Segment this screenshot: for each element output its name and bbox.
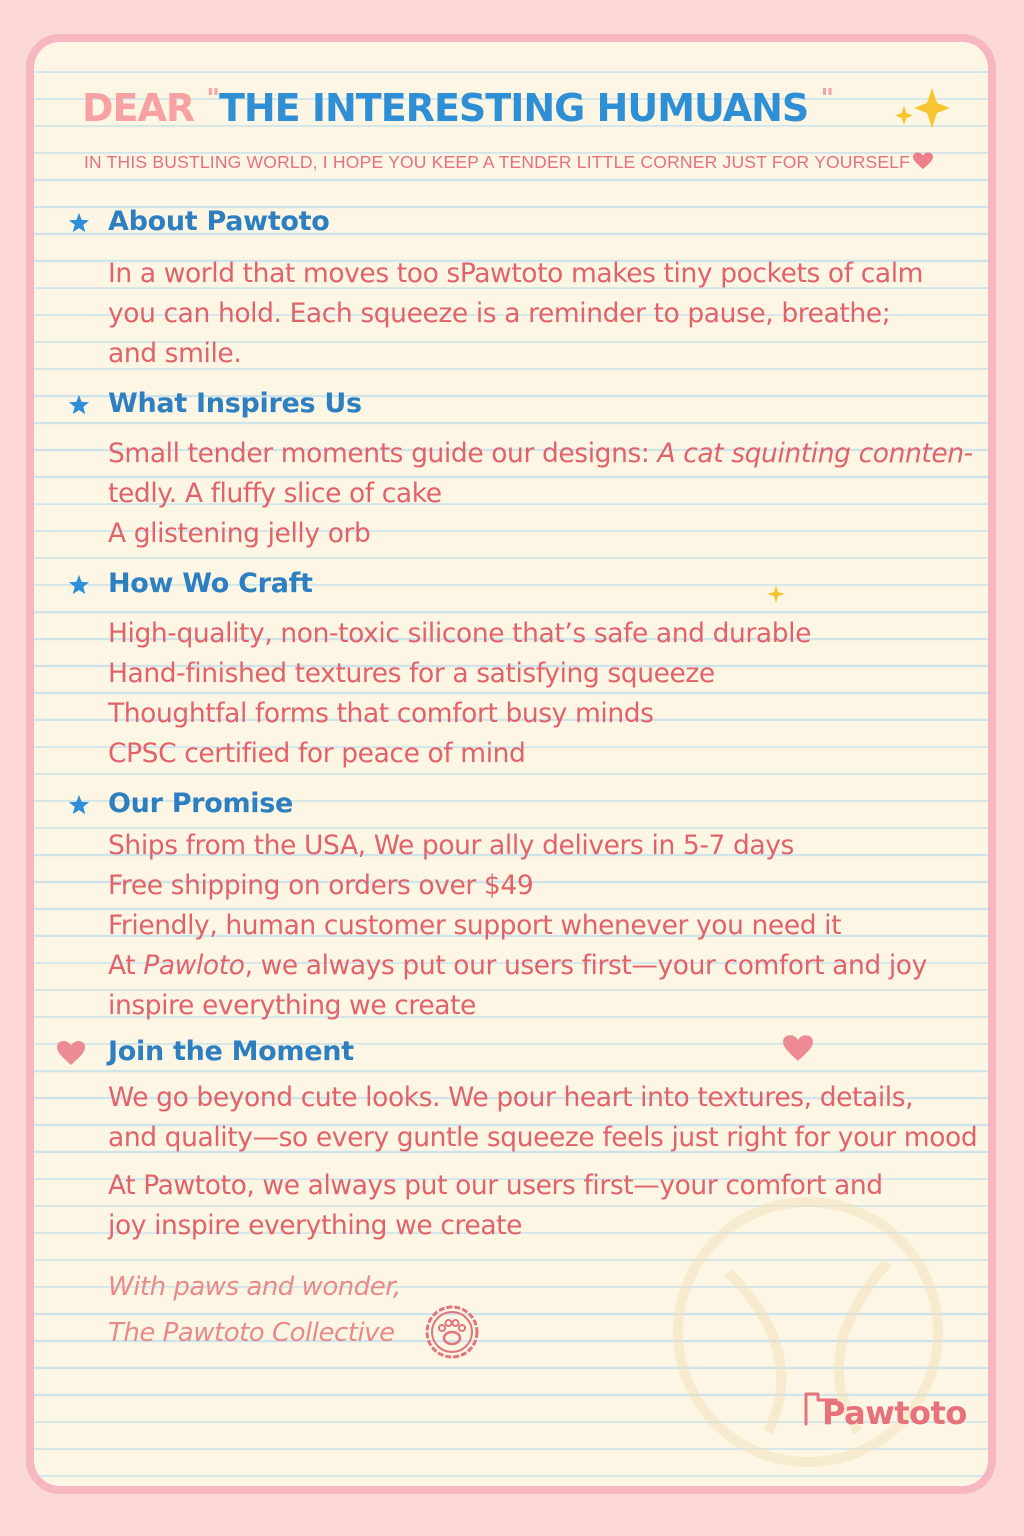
title-dear: DEAR (82, 86, 195, 130)
body-text: Small tender moments guide our designs: (108, 438, 658, 469)
page-title (82, 84, 833, 130)
section-body (108, 826, 976, 1026)
signoff-line: With paws and wonder, (108, 1272, 401, 1302)
title-main: THE INTERESTING HUMUANS (218, 86, 809, 130)
body-line: We go beyond cute looks. We pour heart into textures, details, (108, 1082, 914, 1113)
title-close-quote: " (820, 84, 834, 114)
title-open-quote: " (206, 84, 219, 114)
body-line (108, 946, 976, 986)
section-body (108, 614, 976, 774)
body-text: At (108, 950, 144, 981)
subtitle-text: IN THIS BUSTLING WORLD, I HOPE YOU KEEP A TENDER LITTLE CORNER JUST FOR YOURSELF (84, 152, 911, 172)
sparkle-icon (892, 86, 952, 130)
body-text: , we always put our users first—your comfort and joy (244, 950, 927, 981)
sparkle-icon (766, 584, 786, 604)
body-line: inspire everything we create (108, 990, 476, 1021)
body-line: In a world that moves too sPawtoto makes tiny pockets of calm (108, 258, 924, 289)
paw-watermark-icon (658, 1182, 958, 1482)
paw-stamp-icon (424, 1304, 480, 1360)
body-line: and smile. (108, 338, 242, 369)
section-body (108, 434, 976, 554)
body-line: and quality—so every guntle squeeze feels just right for your mood (108, 1122, 978, 1153)
brand-italic-text: Pawloto (143, 950, 245, 981)
body-line: At Pawtoto, we always put our users first—your comfort and (108, 1170, 883, 1201)
section-title: Join the Moment (108, 1036, 354, 1067)
body-line: CPSC certified for peace of mind (108, 738, 526, 769)
body-italic-text: A cat squinting connten- (657, 438, 973, 469)
signoff-signature: The Pawtoto Collective (108, 1318, 395, 1348)
body-line: High-quality, non-toxic silicone that’s safe and durable (108, 618, 812, 649)
body-line: tedly. A fluffy slice of cake (108, 478, 442, 509)
section-title: What Inspires Us (108, 388, 362, 419)
page-subtitle (84, 152, 964, 173)
pawtoto-logo: Pawtoto (822, 1394, 967, 1432)
body-line: Hand-finished textures for a satisfying squeeze (108, 658, 715, 689)
body-line: Friendly, human customer support whenever you need it (108, 910, 842, 941)
body-line (108, 434, 976, 474)
body-line: Ships from the USA, We pour ally delivers in 5-7 days (108, 830, 794, 861)
body-line: Thoughtfal forms that comfort busy minds (108, 698, 654, 729)
heart-icon (56, 1040, 86, 1066)
star-icon (68, 212, 90, 234)
section-title: About Pawtoto (108, 206, 330, 237)
letter-card (26, 34, 996, 1494)
heart-icon (782, 1034, 814, 1062)
body-line: A glistening jelly orb (108, 518, 371, 549)
section-title: How Wo Craft (108, 568, 313, 599)
star-icon (68, 794, 90, 816)
signoff (108, 1264, 401, 1356)
body-line: Free shipping on orders over $49 (108, 870, 534, 901)
heart-icon (912, 152, 934, 170)
star-icon (68, 574, 90, 596)
section-title: Our Promise (108, 788, 294, 819)
body-line: joy inspire everything we create (108, 1210, 523, 1241)
section-body (108, 254, 976, 374)
star-icon (68, 394, 90, 416)
body-line: you can hold. Each squeeze is a reminder to pause, breathe; (108, 298, 891, 329)
